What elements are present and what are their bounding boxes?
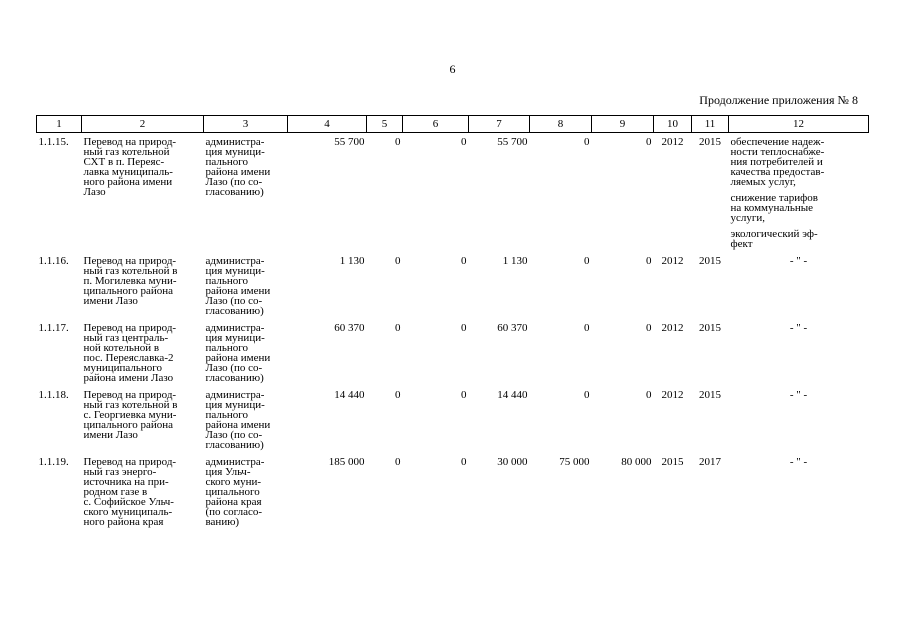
row-code: 1.1.16. [38,255,69,267]
row-end-year: 2015 [699,136,721,148]
column-header-1: 1 [37,116,82,133]
row-result [729,453,869,530]
row-start-year: 2012 [661,255,684,267]
row-result [729,133,869,253]
result-line: обеспечение надеж- ности теплоснабже- ния потребителей и качества предостав- ляемых услуг, [730,136,825,188]
row-col5: 0 [395,136,401,148]
row-result [729,252,869,319]
column-header-9: 9 [592,116,654,133]
row-executor: администра- ция муници- пального района имени Лазо (по со- гласованию) [205,255,271,317]
row-col5: 0 [395,255,401,267]
row-total: 60 370 [334,322,365,334]
row-name: Перевод на природ- ный газ котельной СХТ в п. Переяс- лавка муниципаль- ного района имени Лазо [83,136,177,198]
row-total: 1 130 [339,255,365,267]
table-row [37,252,869,319]
column-header-8: 8 [530,116,592,133]
row-start-year: 2012 [661,322,684,334]
row-col9: 80 000 [621,456,652,468]
row-end-year: 2015 [699,389,721,401]
row-col6: 0 [461,322,467,334]
row-col9: 0 [646,389,652,401]
row-col7: 1 130 [502,255,528,267]
row-name: Перевод на природ- ный газ котельной в п. Могилевка муни- ципального района имени Лазо [83,255,178,307]
row-col5: 0 [395,456,401,468]
row-code: 1.1.17. [38,322,69,334]
table-body [37,133,869,531]
row-end-year: 2015 [699,255,721,267]
column-header-4: 4 [288,116,367,133]
row-col7: 55 700 [497,136,528,148]
row-name: Перевод на природ- ный газ централь- ной котельной в пос. Переяславка-2 муниципального района имени Лазо [83,322,177,384]
row-total: 14 440 [334,389,365,401]
row-col8: 0 [584,389,590,401]
row-col7: 60 370 [497,322,528,334]
table-row [37,319,869,386]
row-start-year: 2015 [661,456,684,468]
result-line: - " - [789,389,808,401]
table-row [37,133,869,253]
header-row [37,116,869,133]
row-col6: 0 [461,389,467,401]
row-result [729,386,869,453]
row-col6: 0 [461,255,467,267]
row-col8: 75 000 [559,456,590,468]
result-line: - " - [789,322,808,334]
row-col8: 0 [584,322,590,334]
row-executor: администра- ция Ульч- ского муни- ципального района края (по согласо- ванию) [205,456,265,528]
table-row [37,386,869,453]
row-col9: 0 [646,255,652,267]
row-code: 1.1.15. [38,136,69,148]
program-table [36,115,869,530]
row-code: 1.1.19. [38,456,69,468]
table-row [37,453,869,530]
column-header-5: 5 [367,116,403,133]
column-header-3: 3 [204,116,288,133]
row-start-year: 2012 [661,389,684,401]
column-header-12: 12 [729,116,869,133]
row-executor: администра- ция муници- пального района имени Лазо (по со- гласованию) [205,136,271,198]
row-name: Перевод на природ- ный газ котельной в с. Георгиевка муни- ципального района имени Лазо [83,389,178,441]
column-header-11: 11 [692,116,729,133]
row-executor: администра- ция муници- пального района имени Лазо (по со- гласованию) [205,389,271,451]
row-col9: 0 [646,322,652,334]
column-header-7: 7 [469,116,530,133]
row-total: 55 700 [334,136,365,148]
row-code: 1.1.18. [38,389,69,401]
result-line: - " - [789,456,808,468]
row-col6: 0 [461,456,467,468]
row-col5: 0 [395,322,401,334]
appendix-continuation-label: Продолжение приложения № 8 [699,93,858,107]
page-number: 6 [449,62,456,76]
row-name: Перевод на природ- ный газ энерго- источника на при- родном газе в с. Софийское Ульч- ского муниципаль- ного района края [83,456,177,528]
row-end-year: 2015 [699,322,721,334]
row-start-year: 2012 [661,136,684,148]
row-col5: 0 [395,389,401,401]
row-col8: 0 [584,136,590,148]
row-col7: 30 000 [497,456,528,468]
row-col7: 14 440 [497,389,528,401]
result-line: - " - [789,255,808,267]
column-header-2: 2 [82,116,204,133]
column-header-6: 6 [403,116,469,133]
row-col8: 0 [584,255,590,267]
row-col6: 0 [461,136,467,148]
row-total: 185 000 [328,456,365,468]
result-line: экологический эф- фект [730,228,818,250]
row-result [729,319,869,386]
row-end-year: 2017 [699,456,721,468]
result-line: снижение тарифов на коммунальные услуги, [730,192,818,224]
row-col9: 0 [646,136,652,148]
row-executor: администра- ция муници- пального района имени Лазо (по со- гласованию) [205,322,271,384]
column-header-10: 10 [654,116,692,133]
